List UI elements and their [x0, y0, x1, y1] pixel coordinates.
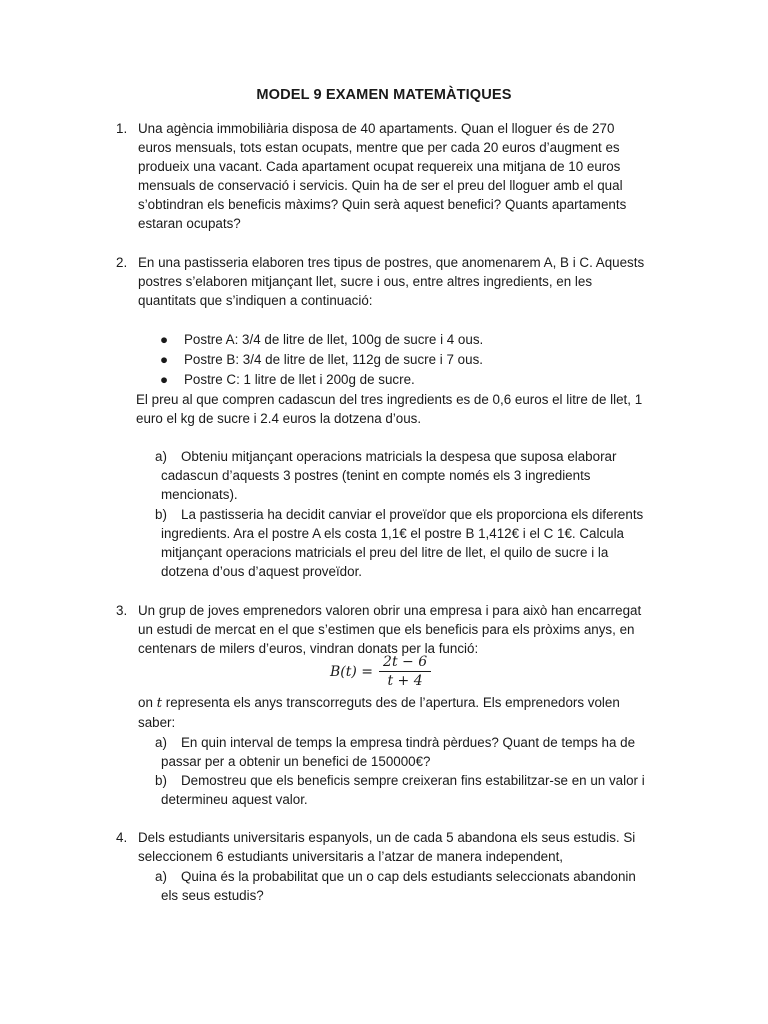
question-text: [138, 601, 676, 658]
variable-t: t: [156, 696, 163, 711]
text-line: mensuals de conservació i servicis. Quin ha de ser el preu del lloguer amb el qual: [138, 178, 623, 193]
formula-numerator: 2t − 6: [379, 654, 431, 672]
formula-denominator: t + 4: [387, 673, 423, 689]
bullet-dot-icon: ●: [160, 352, 169, 367]
text-line: La pastisseria ha decidit canviar el proveïdor que els proporciona els diferents: [181, 507, 644, 522]
text-line: centenars de milers d’euros, vindran donats per la funció:: [138, 641, 479, 656]
list-item-text: Postre C: 1 litre de llet i 200g de sucre.: [184, 372, 415, 387]
question-number: 3.: [116, 603, 128, 618]
formula-fraction: [379, 654, 431, 689]
text-line: euro el kg de sucre i 2.4 euros la dotzena d’ous.: [136, 411, 422, 426]
text-line: Dels estudiants universitaris espanyols, un de cada 5 abandona els seus estudis. Si: [138, 830, 636, 845]
part-label: b): [155, 507, 167, 522]
formula-lhs: B(t) =: [330, 663, 374, 680]
question-text: [136, 390, 676, 428]
question-1: [116, 119, 676, 233]
list-item-text: Postre A: 3/4 de litre de llet, 100g de sucre i 4 ous.: [184, 332, 484, 347]
ingredient-list: [160, 330, 483, 390]
text-line: determineu aquest valor.: [161, 792, 308, 807]
question-2-part-a: [155, 447, 695, 504]
benefit-formula: [330, 654, 431, 689]
question-2-prices: [116, 390, 676, 428]
list-item-text: Postre B: 3/4 de litre de llet, 112g de sucre i 7 ous.: [184, 352, 483, 367]
text-line: ingredients. Ara el postre A els costa 1,1€ el postre B 1,412€ i el C 1€. Calcula: [161, 526, 624, 541]
text-line: s’obtindran els beneficis màxims? Quin serà aquest benefici? Quants apartaments: [138, 197, 627, 212]
text-line: postres s’elaboren mitjançant llet, sucre i ous, entre altres ingredients, en les: [138, 274, 593, 289]
text-line: Obteniu mitjançant operacions matricials la despesa que suposa elaborar: [181, 449, 617, 464]
text-line: quantitats que s’indiquen a continuació:: [138, 293, 373, 308]
question-4-part-a: [155, 867, 695, 905]
text-line: Quina és la probabilitat que un o cap dels estudiants seleccionats abandonin: [181, 869, 636, 884]
question-3-part-a: [155, 733, 695, 771]
part-label: a): [155, 869, 167, 884]
text-line: Demostreu que els beneficis sempre creixeran fins estabilitzar-se en un valor i: [181, 773, 645, 788]
page-title: MODEL 9 EXAMEN MATEMÀTIQUES: [256, 87, 512, 103]
question-text: [138, 119, 676, 233]
list-item: [160, 350, 483, 370]
question-2: [116, 253, 676, 310]
question-number: 1.: [116, 121, 128, 136]
question-number: 4.: [116, 830, 128, 845]
text-line: Una agència immobiliària disposa de 40 apartaments. Quan el lloguer és de 270: [138, 121, 615, 136]
question-4: [116, 828, 676, 866]
text-line: En quin interval de temps la empresa tindrà pèrdues? Quant de temps ha de: [181, 735, 636, 750]
text-line: passar per a obtenir un benefici de 150000€?: [161, 754, 431, 769]
part-label: b): [155, 773, 167, 788]
part-label: a): [155, 735, 167, 750]
question-text: [138, 253, 676, 310]
text-line: un estudi de mercat en el que s’estimen que els beneficis para els pròxims anys, en: [138, 622, 635, 637]
text-line: mencionats).: [161, 487, 238, 502]
text-line: En una pastisseria elaboren tres tipus de postres, que anomenarem A, B i C. Aquests: [138, 255, 645, 270]
text-line: [138, 693, 676, 713]
bullet-dot-icon: ●: [160, 372, 169, 387]
text-line: Un grup de joves emprenedors valoren obrir una empresa i para això han encarregat: [138, 603, 642, 618]
question-number: 2.: [116, 255, 128, 270]
list-item: [160, 370, 483, 390]
question-text: [138, 828, 676, 866]
text-line: dotzena d’ous d’aquest proveïdor.: [161, 564, 363, 579]
question-3-context: [116, 693, 676, 732]
question-3-part-b: [155, 771, 695, 809]
text-prefix: on: [138, 695, 153, 710]
text-line: euros mensuals, tots estan ocupats, mentre que per cada 20 euros d’augment es: [138, 140, 620, 155]
text-line: els seus estudis?: [161, 888, 264, 903]
question-3: [116, 601, 676, 658]
text-suffix: representa els anys transcorreguts des de l’apertura. Els emprenedors volen: [165, 695, 620, 710]
question-2-part-b: [155, 505, 695, 581]
question-text: [138, 693, 676, 732]
text-line: El preu al que compren cadascun del tres ingredients es de 0,6 euros el litre de llet, 1: [136, 392, 643, 407]
text-line: produeix una vacant. Cada apartament ocupat requereix una mitjana de 10 euros: [138, 159, 621, 174]
text-line: seleccionem 6 estudiants universitaris a l’atzar de manera independent,: [138, 849, 564, 864]
text-line: estaran ocupats?: [138, 216, 241, 231]
text-line: mitjançant operacions matricials el preu del litre de llet, el quilo de sucre i la: [161, 545, 609, 560]
text-line: saber:: [138, 715, 176, 730]
list-item: [160, 330, 483, 350]
part-label: a): [155, 449, 167, 464]
bullet-dot-icon: ●: [160, 332, 169, 347]
text-line: cadascun d’aquests 3 postres (tenint en compte només els 3 ingredients: [161, 468, 591, 483]
